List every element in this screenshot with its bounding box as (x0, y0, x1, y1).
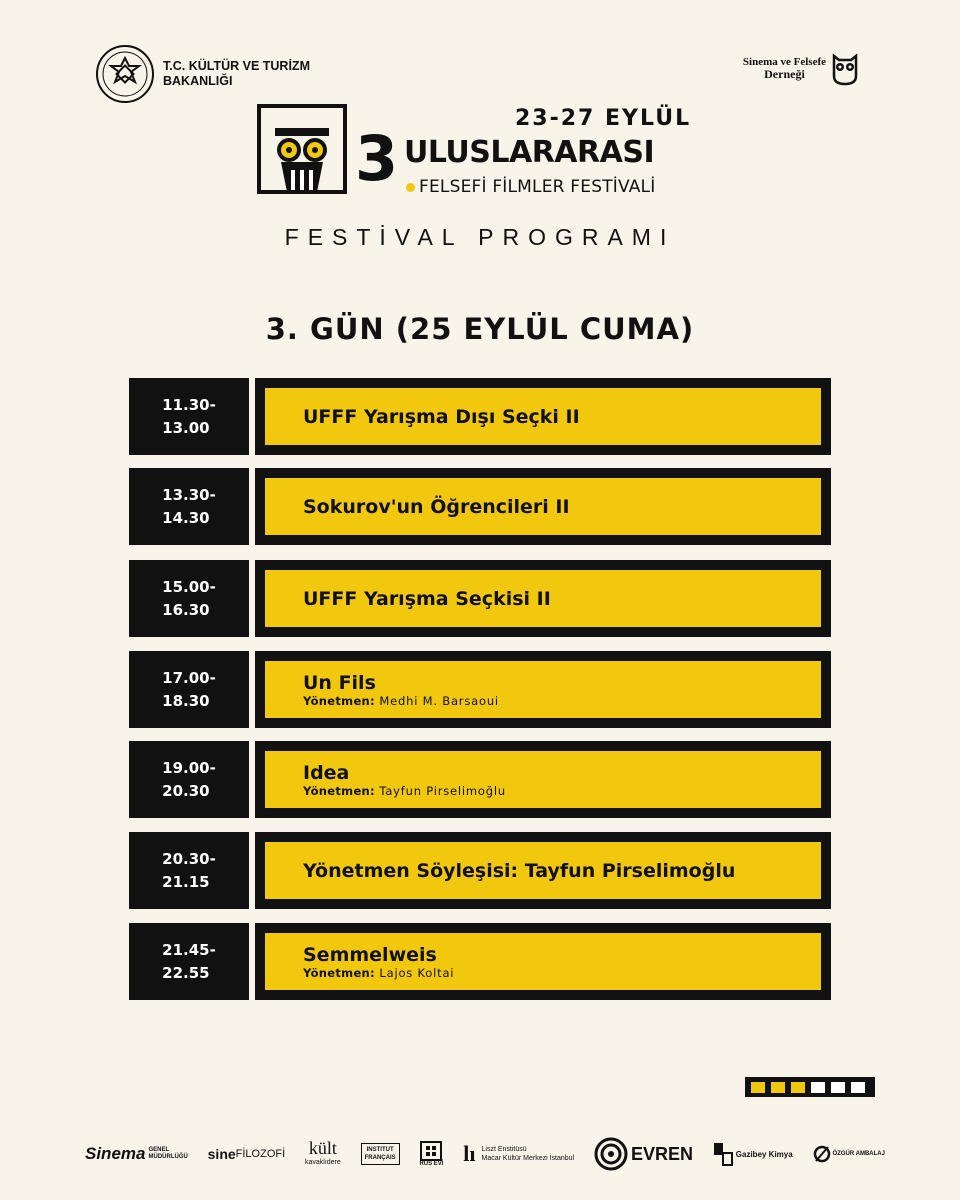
sinema-logo-text: Sinema (85, 1144, 146, 1163)
kult-b: kavaklıdere (304, 1159, 341, 1166)
schedule-row (129, 651, 831, 728)
liszt-a: Liszt Enstitüsü (481, 1146, 527, 1153)
director-name: Medhi M. Barsaoui (379, 693, 499, 708)
ministry-name-line2: BAKANLIĞI (163, 74, 233, 88)
event-title: Sokurov'un Öğrencileri II (303, 495, 570, 518)
strip-frame (811, 1082, 825, 1093)
association-name-line1: Sinema ve Felsefe (742, 56, 826, 68)
time-slot (129, 560, 249, 637)
time-slot (129, 923, 249, 1000)
sponsor-institut (361, 1143, 400, 1165)
sinema-sub1: GENEL (148, 1147, 170, 1153)
time-start: 17.00- (162, 668, 216, 687)
sinefilozofi-b: FİLOZOFİ (235, 1148, 286, 1160)
festival-name-line2: FELSEFİ FİLMLER FESTİVALİ (419, 177, 656, 197)
time-start: 21.45- (162, 940, 216, 959)
director-label: Yönetmen: (303, 783, 375, 798)
time-slot (129, 651, 249, 728)
festival-dates: 23-27 EYLÜL (515, 106, 692, 131)
event-title: Yönetmen Söyleşisi: Tayfun Pirselimoğlu (303, 859, 736, 882)
time-end: 21.15 (162, 872, 210, 891)
time-end: 14.30 (162, 508, 210, 527)
sponsor-sinema (85, 1144, 188, 1164)
schedule-row (129, 741, 831, 818)
strip-frame (851, 1082, 865, 1093)
time-start: 15.00- (162, 577, 216, 596)
director-name: Lajos Koltai (379, 965, 455, 980)
sponsor-rus-evi (419, 1141, 443, 1167)
event-card (255, 378, 831, 455)
association-logo (743, 50, 860, 86)
sinefilozofi-a: sine (207, 1146, 236, 1162)
ozgur-icon (813, 1144, 831, 1164)
ministry-seal-icon (95, 44, 155, 104)
sponsor-logos (85, 1132, 885, 1176)
time-start: 19.00- (162, 758, 216, 777)
event-card (255, 468, 831, 545)
day-title: 3. GÜN (25 EYLÜL CUMA) (265, 312, 695, 346)
time-slot (129, 468, 249, 545)
schedule-row (129, 832, 831, 909)
sponsor-gazibey (713, 1142, 793, 1166)
time-end: 18.30 (162, 691, 210, 710)
institut-b: FRANÇAIS (364, 1155, 396, 1161)
event-title: UFFF Yarışma Seçkisi II (303, 587, 551, 610)
event-title: Un Fils (303, 671, 376, 694)
sponsor-sinefilozofi (208, 1146, 286, 1162)
director-label: Yönetmen: (303, 965, 375, 980)
festival-name-line2-wrap (406, 177, 655, 197)
ministry-name-line1: T.C. KÜLTÜR VE TURİZM (163, 59, 310, 73)
event-card (255, 923, 831, 1000)
owl-icon (830, 50, 860, 86)
schedule-row (129, 378, 831, 455)
sponsor-ozgur (813, 1144, 885, 1164)
gazibey-icon (713, 1142, 733, 1166)
event-director (303, 784, 821, 798)
sponsor-kult (305, 1139, 341, 1169)
strip-frame (831, 1082, 845, 1093)
liszt-b: Macar Kültür Merkezi İstanbul (481, 1155, 575, 1162)
schedule-row (129, 468, 831, 545)
program-title: FESTİVAL PROGRAMI (284, 224, 676, 250)
time-start: 20.30- (162, 849, 216, 868)
time-slot (129, 378, 249, 455)
gazibey-label: Gazibey Kimya (735, 1149, 793, 1159)
yellow-dot-icon (406, 183, 415, 192)
evren-label: EVREN (630, 1143, 693, 1164)
event-title: UFFF Yarışma Dışı Seçki II (303, 405, 580, 428)
festival-name-line1: ULUSLARARASI (404, 135, 655, 170)
liszt-logo-icon: lı (463, 1141, 476, 1166)
ozgur-label: ÖZGÜR AMBALAJ (832, 1151, 885, 1157)
time-start: 11.30- (162, 395, 216, 414)
schedule-row (129, 923, 831, 1000)
sinema-sub2: MÜDÜRLÜĞÜ (148, 1154, 188, 1160)
strip-frame (791, 1082, 805, 1093)
strip-frame (771, 1082, 785, 1093)
kult-a: kült (308, 1138, 337, 1158)
rus-evi-icon (420, 1141, 442, 1161)
schedule-row (129, 560, 831, 637)
time-end: 13.00 (162, 418, 210, 437)
sponsor-evren (594, 1137, 693, 1171)
time-end: 22.55 (162, 963, 210, 982)
time-end: 20.30 (162, 781, 210, 800)
time-end: 16.30 (162, 600, 210, 619)
rus-evi-label: RUS EVİ (419, 1161, 444, 1167)
association-name-line2: Derneği (764, 67, 805, 81)
event-director (303, 694, 821, 708)
time-slot (129, 832, 249, 909)
event-director (303, 966, 821, 980)
festival-edition: 3 (355, 122, 399, 195)
institut-a: INSTITUT (366, 1147, 394, 1153)
time-slot (129, 741, 249, 818)
event-card (255, 651, 831, 728)
film-strip-decoration (745, 1077, 875, 1097)
event-card (255, 832, 831, 909)
director-name: Tayfun Pirselimoğlu (379, 783, 506, 798)
evren-swirl-icon (594, 1137, 628, 1171)
director-label: Yönetmen: (303, 693, 375, 708)
festival-owl-logo-icon (257, 104, 347, 194)
event-card (255, 741, 831, 818)
event-card (255, 560, 831, 637)
strip-frame (751, 1082, 765, 1093)
event-title: Semmelweis (303, 943, 437, 966)
ministry-logo (95, 44, 310, 104)
time-start: 13.30- (162, 485, 216, 504)
sponsor-liszt (463, 1141, 574, 1167)
event-title: Idea (303, 761, 350, 784)
